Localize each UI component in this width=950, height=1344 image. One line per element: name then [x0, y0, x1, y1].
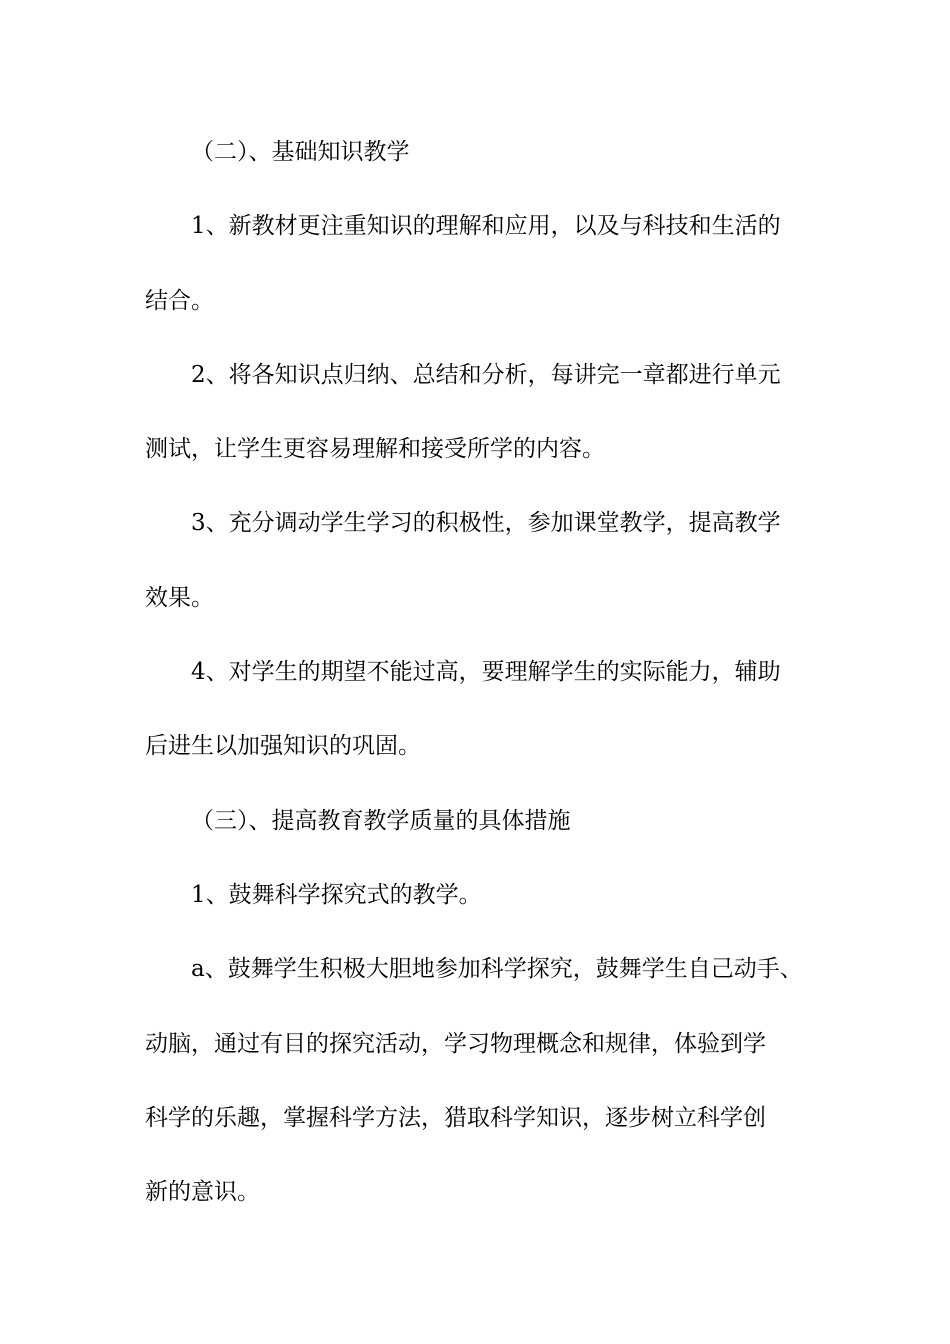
paragraph-line: 动脑，通过有目的探究活动，学习物理概念和规律，体验到学 [145, 1030, 766, 1057]
paragraph-line: 效果。 [145, 584, 214, 611]
paragraph-line: 1、鼓舞科学探究式的教学。 [191, 881, 482, 908]
paragraph-line: 后进生以加强知识的巩固。 [145, 733, 421, 760]
section-heading-quality-measures: （三）、提高教育教学质量的具体措施 [191, 807, 571, 834]
document-body [145, 122, 815, 1236]
paragraph-line: a、鼓舞学生积极大胆地参加科学探究，鼓舞学生自己动手、 [191, 956, 803, 983]
paragraph-line: 1、新教材更注重知识的理解和应用，以及与科技和生活的 [191, 213, 781, 240]
paragraph-line: 新的意识。 [145, 1179, 260, 1206]
section-heading-basic-knowledge: （二）、基础知识教学 [191, 139, 410, 165]
paragraph-line: 测试，让学生更容易理解和接受所学的内容。 [145, 436, 605, 463]
paragraph-line: 结合。 [145, 287, 214, 314]
paragraph-line: 科学的乐趣，掌握科学方法，猎取科学知识，逐步树立科学创 [145, 1104, 766, 1131]
paragraph-line: 2、将各知识点归纳、总结和分析，每讲完一章都进行单元 [191, 361, 781, 388]
paragraph-line: 3、充分调动学生学习的积极性，参加课堂教学，提高教学 [191, 510, 781, 537]
paragraph-line: 4、对学生的期望不能过高，要理解学生的实际能力，辅助 [191, 659, 781, 686]
